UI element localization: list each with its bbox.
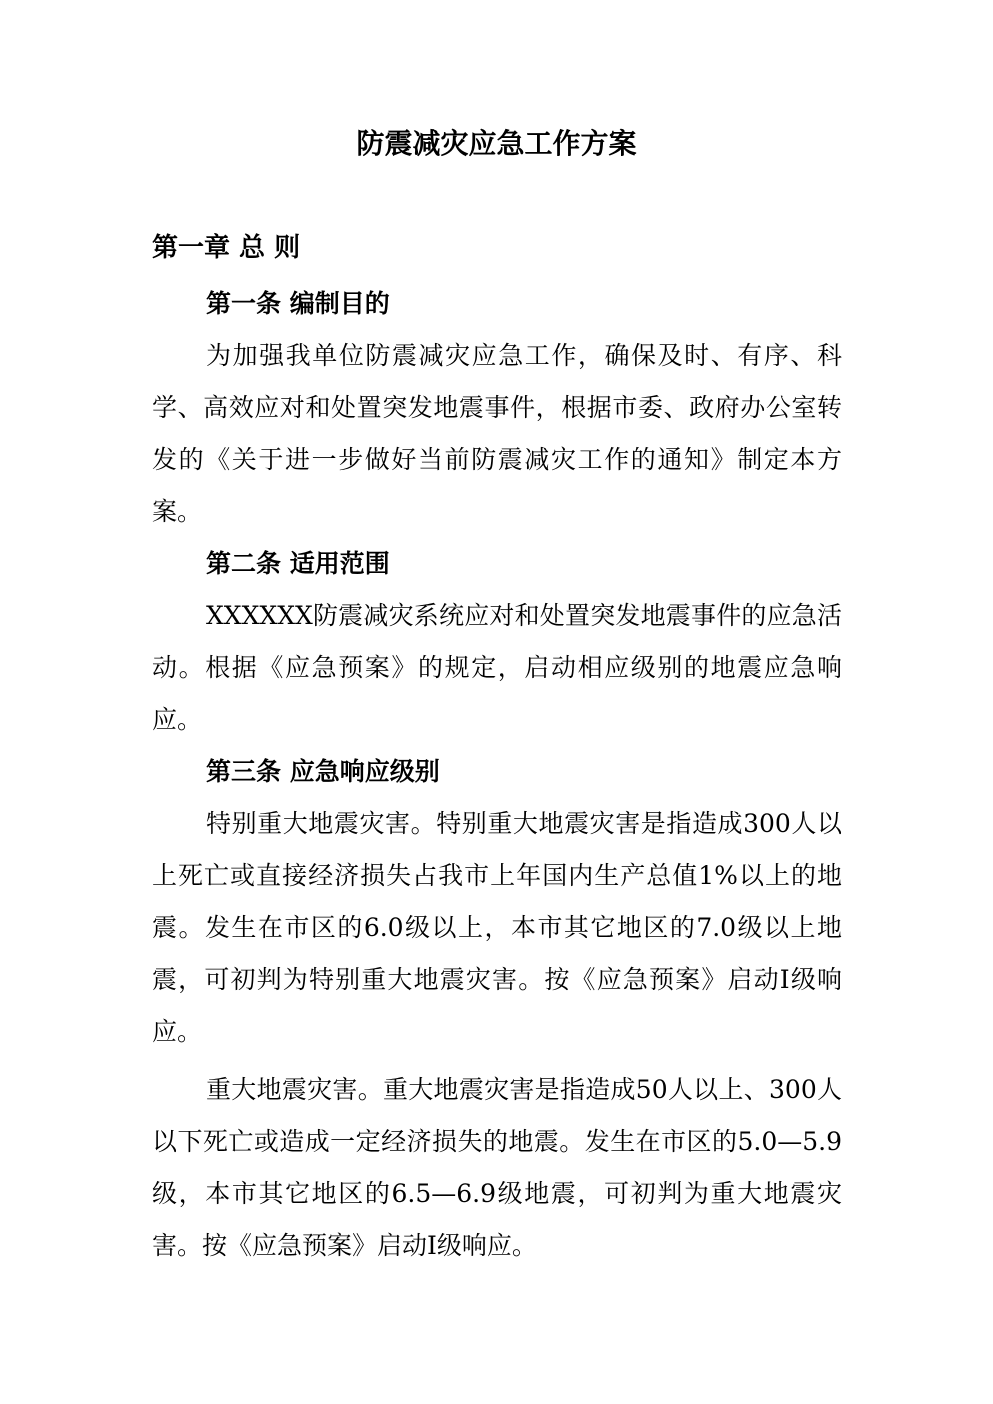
document-body <box>152 278 842 1272</box>
article-3-paragraph-2: 重大地震灾害。重大地震灾害是指造成50人以上、300人以下死亡或造成一定经济损失的地震。发生在市区的5.0—5.9级，本市其它地区的6.5—6.9级地震，可初判为重大地震灾害。按《应急预案》启动Ⅰ级响应。 <box>152 1075 842 1260</box>
document-title: 防震减灾应急工作方案 <box>356 127 637 160</box>
chapter-heading: 第一章 总 则 <box>152 233 301 263</box>
article-2-heading: 第二条 适用范围 <box>206 549 390 578</box>
article-3-heading: 第三条 应急响应级别 <box>206 757 440 786</box>
article-1-paragraph: 为加强我单位防震减灾应急工作，确保及时、有序、科学、高效应对和处置突发地震事件，根据市委、政府办公室转发的《关于进一步做好当前防震减灾工作的通知》制定本方案。 <box>152 341 842 526</box>
article-3-paragraph-1: 特别重大地震灾害。特别重大地震灾害是指造成300人以上死亡或直接经济损失占我市上年国内生产总值1%以上的地震。发生在市区的6.0级以上，本市其它地区的7.0级以上地震，可初判为特别重大地震灾害。按《应急预案》启动Ⅰ级响应。 <box>152 809 842 1046</box>
article-1-heading: 第一条 编制目的 <box>206 289 390 318</box>
article-2-paragraph: XXXXXX防震减灾系统应对和处置突发地震事件的应急活动。根据《应急预案》的规定，启动相应级别的地震应急响应。 <box>152 601 842 734</box>
